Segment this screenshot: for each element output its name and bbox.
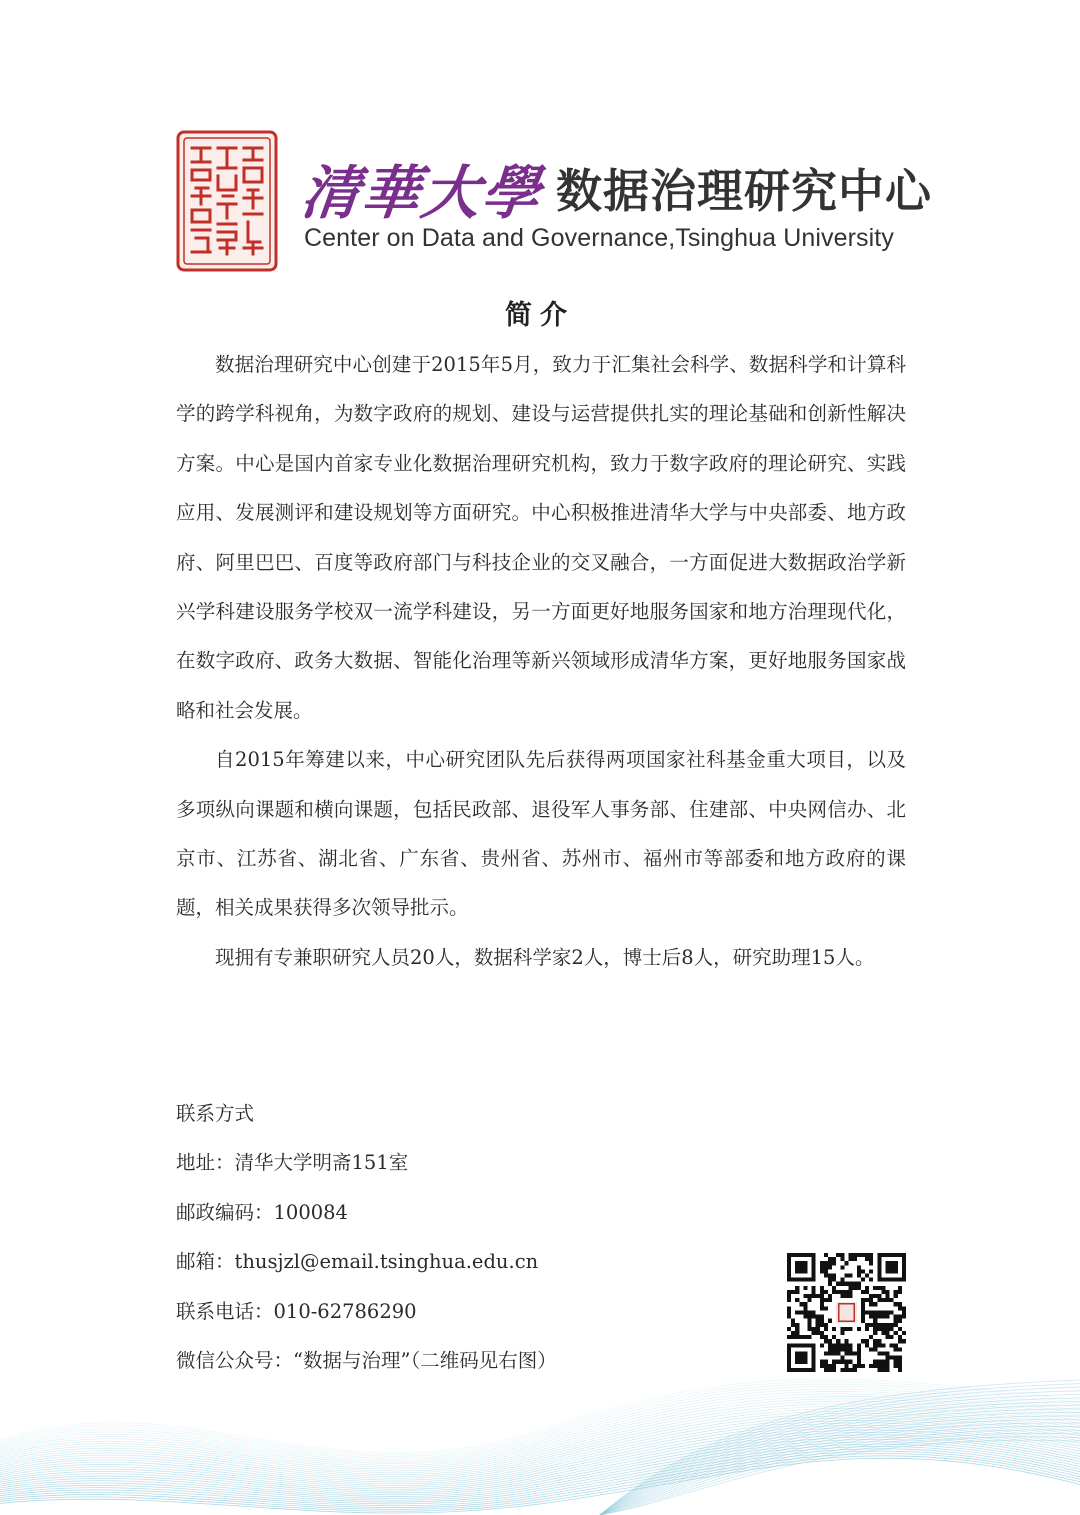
contact-address: 地址：清华大学明斋151室	[176, 1151, 409, 1175]
contact-postcode: 邮政编码：100084	[176, 1200, 348, 1224]
logo-chinese	[297, 148, 933, 228]
logo-center-name: 数据治理研究中心	[556, 164, 933, 218]
contact-email: 邮箱：thusjzl@email.tsinghua.edu.cn	[176, 1250, 539, 1274]
paragraph-2: 自2015年筹建以来，中心研究团队先后获得两项国家社科基金重大项目，以及多项纵向课题和横向课题，包括民政部、退役军人事务部、住建部、中央网信办、北京市、江苏省、湖北省、广东省、贵州省、苏州市、福州市等部委和地方政府的课题，相关成果获得多次领导批示。	[176, 748, 906, 920]
header-logo	[176, 128, 933, 274]
contact-wechat: 微信公众号：“数据与治理”（二维码见右图）	[176, 1349, 557, 1373]
contact-phone: 联系电话：010-62786290	[176, 1299, 417, 1323]
paragraph-3: 现拥有专兼职研究人员20人，数据科学家2人，博士后8人，研究助理15人。	[215, 945, 875, 969]
decorative-waves	[0, 1370, 1080, 1515]
logo-university-name: 清華大學	[297, 159, 546, 227]
introduction-body	[176, 340, 906, 982]
paragraph-1: 数据治理研究中心创建于2015年5月，致力于汇集社会科学、数据科学和计算科学的跨学科视角，为数字政府的规划、建设与运营提供扎实的理论基础和创新性解决方案。中心是国内首家专业化数据治理研究机构，致力于数字政府的理论研究、实践应用、发展测评和建设规划等方面研究。中心积极推进清华大学与中央部委、地方政府、阿里巴巴、百度等政府部门与科技企业的交叉融合，一方面促进大数据政治学新兴学科建设服务学校双一流学科建设，另一方面更好地服务国家和地方治理现代化，在数字政府、政务大数据、智能化治理等新兴领域形成清华方案，更好地服务国家战略和社会发展。	[176, 353, 906, 722]
contact-section	[176, 1089, 776, 1385]
contact-heading: 联系方式	[176, 1102, 255, 1125]
qr-code-icon	[787, 1253, 906, 1372]
page-title: 简介	[505, 300, 575, 331]
logo-english-name: Center on Data and Governance,Tsinghua University	[304, 224, 894, 252]
seal-icon	[176, 130, 278, 272]
